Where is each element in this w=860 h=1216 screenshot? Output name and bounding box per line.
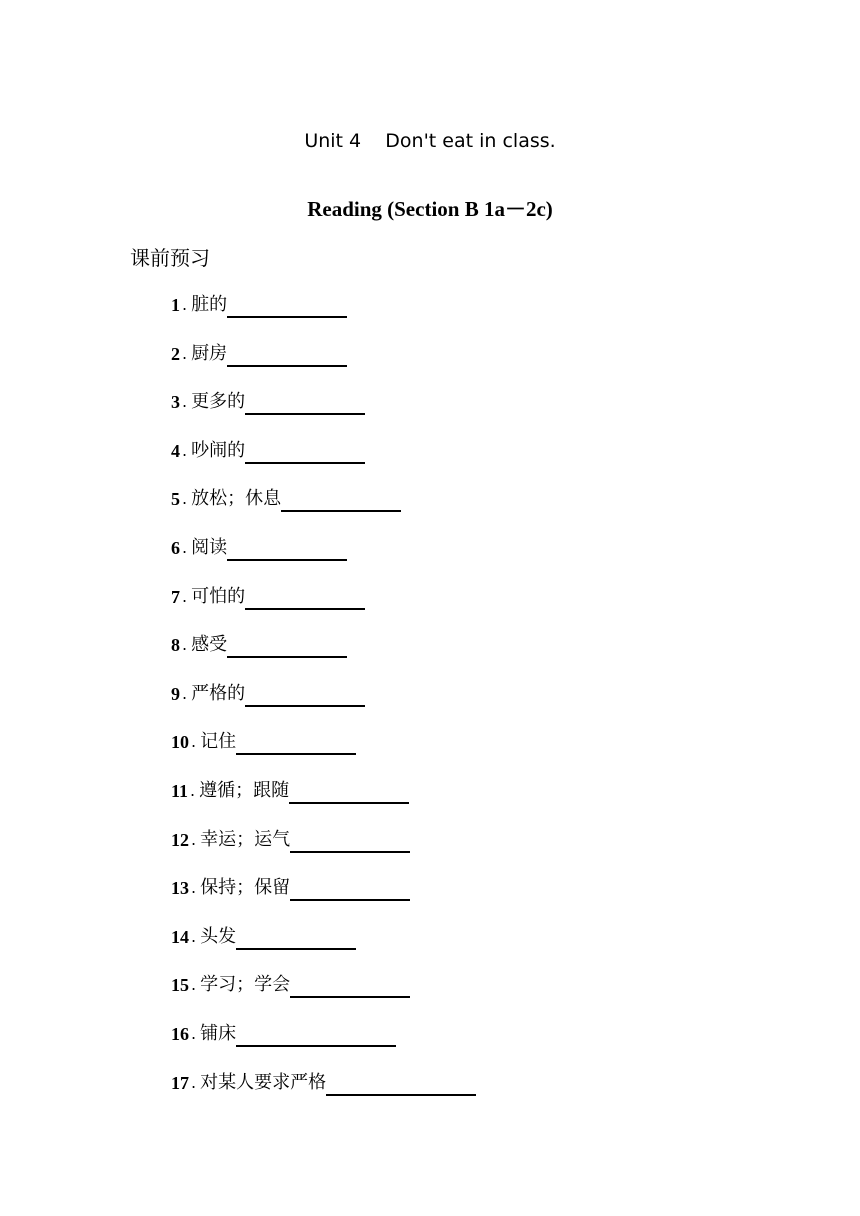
- list-item: [171, 972, 476, 1021]
- item-separator: .: [191, 829, 197, 849]
- item-separator: .: [182, 295, 188, 314]
- item-term: 遵循；跟随: [199, 779, 290, 801]
- item-separator: .: [191, 975, 197, 995]
- list-item: [171, 438, 476, 487]
- item-separator: .: [182, 440, 188, 460]
- item-number: 12: [171, 829, 189, 850]
- answer-blank[interactable]: [245, 681, 365, 707]
- item-separator: .: [182, 586, 188, 606]
- item-term: 可怕的: [191, 585, 246, 607]
- item-term: 放松；休息: [191, 488, 282, 510]
- answer-blank[interactable]: [227, 341, 347, 367]
- item-term: 更多的: [191, 391, 246, 413]
- answer-blank[interactable]: [245, 438, 365, 464]
- item-number: 16: [171, 1023, 189, 1044]
- answer-blank[interactable]: [245, 389, 365, 415]
- item-number: 17: [171, 1072, 189, 1093]
- list-item: [171, 389, 476, 438]
- item-term: 厨房: [191, 342, 228, 364]
- list-item: [171, 875, 476, 924]
- list-item: [171, 681, 476, 730]
- section-title: Reading (Section B 1a－2c): [307, 197, 553, 221]
- vocabulary-list: [171, 292, 476, 1118]
- answer-blank[interactable]: [227, 292, 347, 318]
- unit-title: Unit 4 Don't eat in class.: [304, 130, 556, 152]
- list-item: [171, 778, 476, 827]
- item-term: 吵闹的: [191, 439, 246, 461]
- item-term: 对某人要求严格: [200, 1071, 327, 1093]
- item-term: 铺床: [200, 1022, 237, 1044]
- list-item: [171, 632, 476, 681]
- item-separator: .: [191, 1072, 197, 1092]
- answer-blank[interactable]: [326, 1070, 476, 1096]
- list-item: [171, 827, 476, 876]
- list-item: [171, 1070, 476, 1119]
- item-number: 1: [171, 295, 180, 315]
- item-number: 14: [171, 926, 189, 947]
- item-separator: .: [191, 878, 197, 898]
- item-separator: .: [182, 683, 188, 703]
- list-item: [171, 292, 476, 341]
- list-item: [171, 1021, 476, 1070]
- answer-blank[interactable]: [236, 729, 356, 755]
- answer-blank[interactable]: [290, 972, 410, 998]
- answer-blank[interactable]: [289, 778, 409, 804]
- answer-blank[interactable]: [236, 1021, 396, 1047]
- item-number: 3: [171, 392, 180, 413]
- answer-blank[interactable]: [290, 827, 410, 853]
- list-item: [171, 729, 476, 778]
- answer-blank[interactable]: [245, 584, 365, 610]
- list-item: [171, 486, 476, 535]
- item-term: 头发: [200, 925, 237, 947]
- answer-blank[interactable]: [281, 486, 401, 512]
- item-number: 7: [171, 586, 180, 607]
- list-item: [171, 341, 476, 390]
- list-item: [171, 924, 476, 973]
- item-separator: .: [182, 537, 188, 557]
- answer-blank[interactable]: [227, 535, 347, 561]
- item-number: 2: [171, 343, 180, 364]
- item-separator: .: [182, 635, 188, 655]
- item-separator: .: [190, 780, 196, 800]
- item-number: 6: [171, 537, 180, 558]
- item-term: 学习；学会: [200, 974, 291, 996]
- item-number: 4: [171, 440, 180, 461]
- item-separator: .: [182, 489, 188, 509]
- item-number: 13: [171, 878, 189, 899]
- answer-blank[interactable]: [290, 875, 410, 901]
- item-number: 5: [171, 489, 180, 510]
- item-term: 保持；保留: [200, 877, 291, 899]
- item-separator: .: [182, 343, 188, 363]
- section-heading: 课前预习: [130, 246, 210, 270]
- item-term: 脏的: [191, 294, 228, 315]
- item-separator: .: [182, 392, 188, 412]
- item-number: 15: [171, 975, 189, 996]
- item-number: 9: [171, 683, 180, 704]
- list-item: [171, 535, 476, 584]
- item-separator: .: [191, 926, 197, 946]
- item-number: 8: [171, 635, 180, 656]
- list-item: [171, 584, 476, 633]
- item-term: 感受: [191, 634, 228, 656]
- item-term: 阅读: [191, 536, 228, 558]
- item-separator: .: [191, 732, 197, 752]
- item-separator: .: [191, 1023, 197, 1043]
- item-term: 幸运；运气: [200, 828, 291, 850]
- item-term: 记住: [200, 731, 237, 753]
- answer-blank[interactable]: [236, 924, 356, 950]
- item-number: 11: [171, 780, 189, 801]
- answer-blank[interactable]: [227, 632, 347, 658]
- item-term: 严格的: [191, 682, 246, 704]
- item-number: 10: [171, 732, 189, 753]
